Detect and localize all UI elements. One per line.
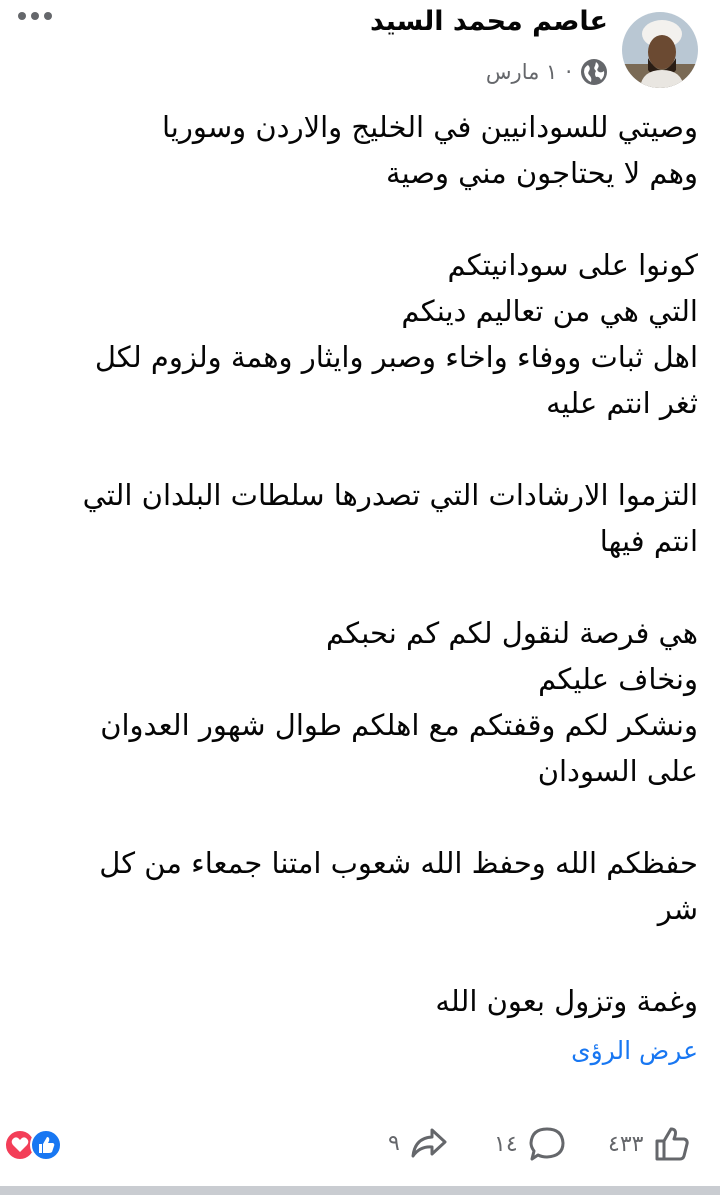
comment-button[interactable] <box>494 1126 566 1162</box>
view-insights-link[interactable]: عرض الرؤى <box>571 1036 698 1065</box>
post-line: هي فرصة لنقول لكم كم نحبكم <box>325 616 698 650</box>
avatar[interactable] <box>622 12 698 88</box>
like-reaction-icon <box>31 1130 61 1160</box>
post-text <box>50 104 698 1024</box>
post-line: حفظكم الله وحفظ الله شعوب امتنا جمعاء من كل شر <box>99 846 698 926</box>
post-line: التزموا الارشادات التي تصدرها سلطات البلدان التي انتم فيها <box>82 478 698 558</box>
post-meta <box>486 58 608 86</box>
post-line: وهم لا يحتاجون مني وصية <box>386 156 698 190</box>
post-line: ونخاف عليكم <box>538 662 698 696</box>
bottom-divider <box>0 1186 720 1195</box>
share-count: ٩ <box>388 1130 400 1156</box>
comment-icon <box>528 1126 566 1162</box>
more-options-icon[interactable] <box>18 12 52 20</box>
meta-separator: · <box>565 60 572 84</box>
post-line: وصيتي للسودانيين في الخليج والاردن وسوريا <box>161 110 698 144</box>
post-line: التي هي من تعاليم دينكم <box>401 294 698 328</box>
post-date[interactable]: ١ مارس <box>485 60 558 84</box>
like-button[interactable] <box>608 1126 691 1162</box>
comment-count: ١٤ <box>494 1131 518 1157</box>
post-line: وغمة وتزول بعون الله <box>435 984 698 1018</box>
post-line: ونشكر لكم وقفتكم مع اهلكم طوال شهور العدوان على السودان <box>100 708 698 788</box>
share-button[interactable] <box>388 1126 448 1160</box>
author-name[interactable]: عاصم محمد السيد <box>369 6 608 37</box>
share-icon <box>410 1126 448 1160</box>
post-line: كونوا على سودانيتكم <box>447 248 698 282</box>
reactions-summary[interactable] <box>4 1128 66 1162</box>
post-line: اهل ثبات ووفاء واخاء وصبر وايثار وهمة ولزوم لكل ثغر انتم عليه <box>94 340 698 420</box>
like-icon <box>653 1126 691 1162</box>
like-count: ٤٣٣ <box>608 1131 644 1157</box>
globe-icon[interactable] <box>580 58 608 86</box>
post-actions-bar <box>0 1120 720 1172</box>
